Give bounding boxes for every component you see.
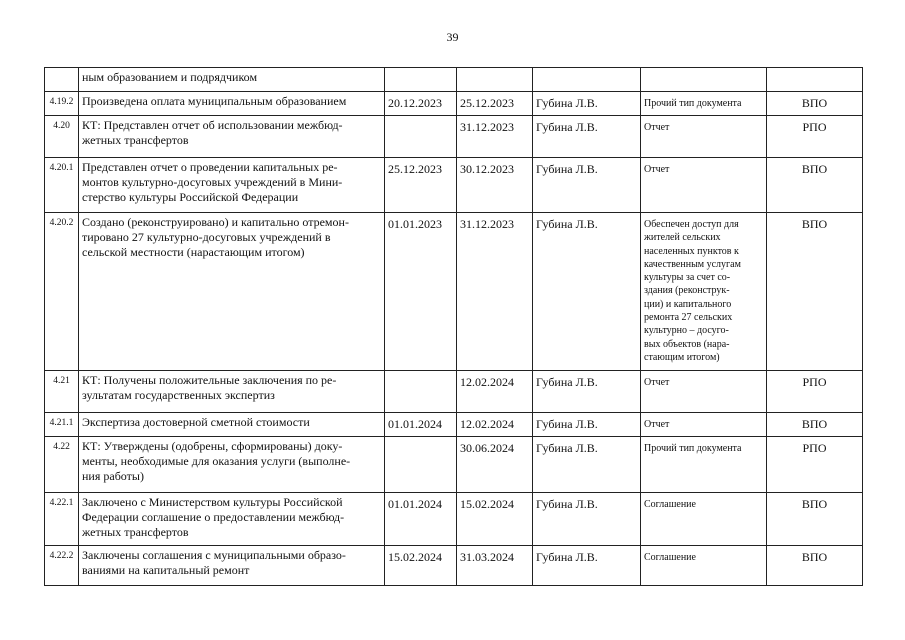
responsible-person: Губина Л.В.: [533, 213, 641, 371]
document-type: Соглашение: [641, 546, 767, 586]
document-type: Отчет: [641, 413, 767, 437]
task-description: КТ: Утверждены (одобрены, сформированы) доку- менты, необходимые для оказания услуги (выполне- ния работы): [79, 437, 385, 493]
document-type: [641, 68, 767, 92]
control-level: ВПО: [767, 546, 863, 586]
row-number: 4.22.2: [45, 546, 79, 586]
row-number: 4.22: [45, 437, 79, 493]
table-row: [45, 493, 863, 546]
responsible-person: [533, 68, 641, 92]
row-number: 4.20: [45, 116, 79, 158]
control-level: ВПО: [767, 92, 863, 116]
start-date: [385, 116, 457, 158]
table-row: [45, 546, 863, 586]
control-level: РПО: [767, 116, 863, 158]
start-date: 15.02.2024: [385, 546, 457, 586]
start-date: 20.12.2023: [385, 92, 457, 116]
end-date: [457, 68, 533, 92]
start-date: [385, 437, 457, 493]
control-level: ВПО: [767, 213, 863, 371]
end-date: 15.02.2024: [457, 493, 533, 546]
row-number: 4.21: [45, 371, 79, 413]
end-date: 31.12.2023: [457, 116, 533, 158]
document-type: Отчет: [641, 158, 767, 213]
start-date: 01.01.2024: [385, 413, 457, 437]
task-description: Экспертиза достоверной сметной стоимости: [79, 413, 385, 437]
end-date: 25.12.2023: [457, 92, 533, 116]
control-level: ВПО: [767, 493, 863, 546]
table-row: [45, 437, 863, 493]
document-type: Отчет: [641, 116, 767, 158]
responsible-person: Губина Л.В.: [533, 371, 641, 413]
table-row: [45, 68, 863, 92]
start-date: 01.01.2023: [385, 213, 457, 371]
responsible-person: Губина Л.В.: [533, 437, 641, 493]
row-number: 4.20.1: [45, 158, 79, 213]
table-row: [45, 371, 863, 413]
control-level: РПО: [767, 437, 863, 493]
control-level: ВПО: [767, 413, 863, 437]
start-date: [385, 371, 457, 413]
end-date: 12.02.2024: [457, 413, 533, 437]
table-row: [45, 213, 863, 371]
row-number: 4.19.2: [45, 92, 79, 116]
document-type: Прочий тип документа: [641, 437, 767, 493]
task-description: КТ: Представлен отчет об использовании межбюд- жетных трансфертов: [79, 116, 385, 158]
row-number: [45, 68, 79, 92]
row-number: 4.22.1: [45, 493, 79, 546]
plan-table: [44, 67, 863, 586]
end-date: 30.12.2023: [457, 158, 533, 213]
start-date: 01.01.2024: [385, 493, 457, 546]
responsible-person: Губина Л.В.: [533, 116, 641, 158]
table-row: [45, 116, 863, 158]
document-type: Отчет: [641, 371, 767, 413]
responsible-person: Губина Л.В.: [533, 493, 641, 546]
task-description: Произведена оплата муниципальным образованием: [79, 92, 385, 116]
responsible-person: Губина Л.В.: [533, 158, 641, 213]
table-row: [45, 158, 863, 213]
control-level: ВПО: [767, 158, 863, 213]
task-description: Создано (реконструировано) и капитально отремон- тировано 27 культурно-досуговых учреждений в сельской местности (нарастающим итогом): [79, 213, 385, 371]
responsible-person: Губина Л.В.: [533, 413, 641, 437]
end-date: 12.02.2024: [457, 371, 533, 413]
document-type: Обеспечен доступ для жителей сельских населенных пунктов к качественным услугам культуры за счет со- здания (реконструк- ции) и капитального ремонта 27 сельских культурно – досуго- вых объектов (нара- стающим итогом): [641, 213, 767, 371]
control-level: РПО: [767, 371, 863, 413]
end-date: 31.03.2024: [457, 546, 533, 586]
control-level: [767, 68, 863, 92]
start-date: 25.12.2023: [385, 158, 457, 213]
responsible-person: Губина Л.В.: [533, 546, 641, 586]
table-row: [45, 92, 863, 116]
task-description: Представлен отчет о проведении капитальных ре- монтов культурно-досуговых учреждений в Мини- стерство культуры Российской Федерации: [79, 158, 385, 213]
document-type: Прочий тип документа: [641, 92, 767, 116]
task-description: КТ: Получены положительные заключения по ре- зультатам государственных экспертиз: [79, 371, 385, 413]
end-date: 31.12.2023: [457, 213, 533, 371]
start-date: [385, 68, 457, 92]
row-number: 4.20.2: [45, 213, 79, 371]
task-description: Заключены соглашения с муниципальными образо- ваниями на капитальный ремонт: [79, 546, 385, 586]
row-number: 4.21.1: [45, 413, 79, 437]
responsible-person: Губина Л.В.: [533, 92, 641, 116]
task-description: Заключено с Министерством культуры Российской Федерации соглашение о предоставлении межбюд- жетных трансфертов: [79, 493, 385, 546]
document-type: Соглашение: [641, 493, 767, 546]
table-row: [45, 413, 863, 437]
page-number: 39: [446, 30, 459, 44]
task-description: ным образованием и подрядчиком: [79, 68, 385, 92]
end-date: 30.06.2024: [457, 437, 533, 493]
